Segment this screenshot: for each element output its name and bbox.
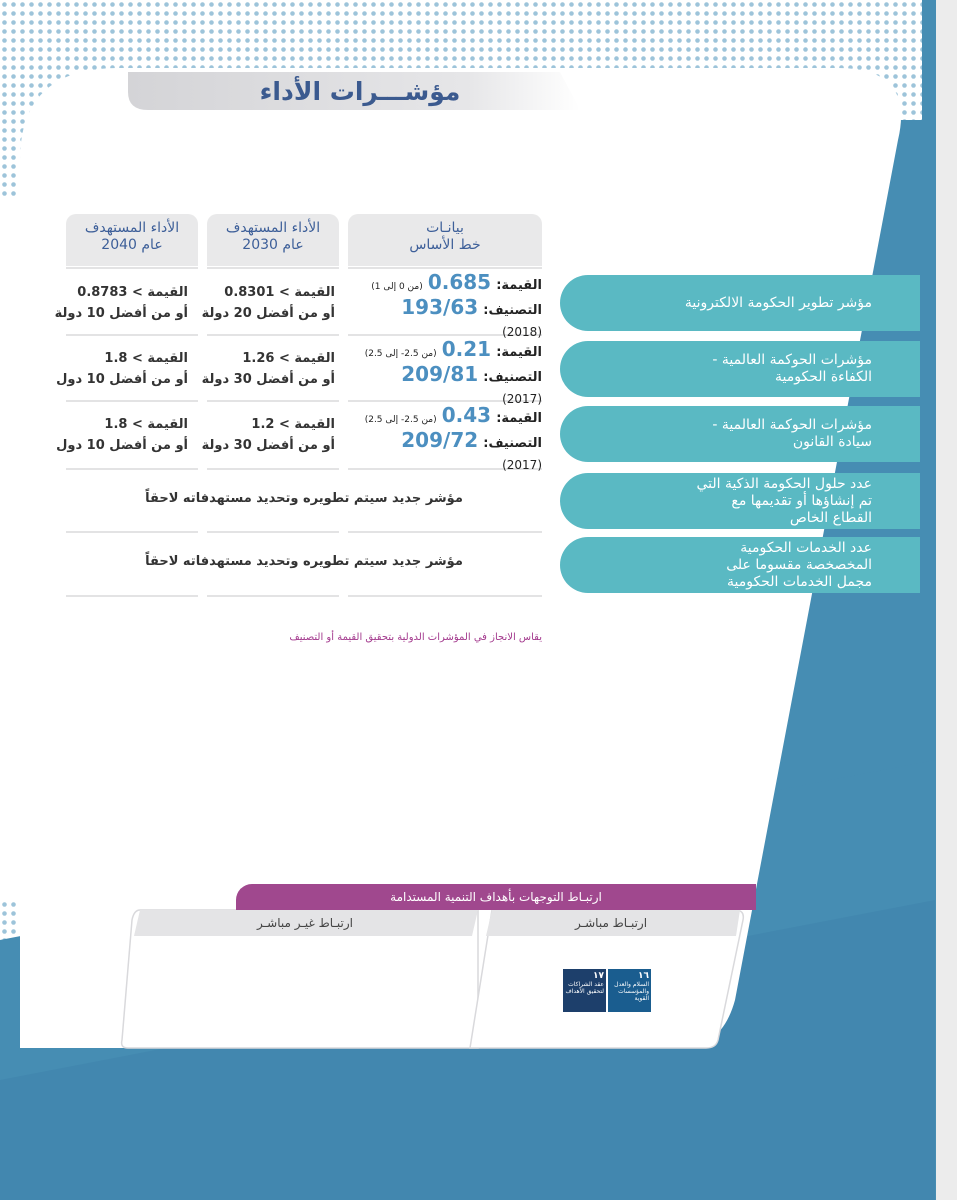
target-line: أو من أفضل 10 دولة [54, 306, 188, 321]
header-2030-line1: الأداء المستهدف [225, 220, 321, 236]
target-line: أو من أفضل 30 دولة [201, 372, 335, 387]
sdg-16-text: السلام والعدل والمؤسسات القوية [614, 981, 649, 1002]
target-2040-cell-3 [56, 414, 188, 456]
value-label: القيمة: [496, 278, 542, 293]
target-line: القيمة > 1.8 [104, 351, 188, 366]
target-2030-cell-2 [201, 348, 335, 390]
indicator-pill-1 [560, 275, 920, 331]
baseline-range: (من 2.5- إلى 2.5) [364, 415, 437, 425]
baseline-year: (2018) [502, 325, 542, 339]
separator [207, 400, 339, 402]
separator [66, 400, 198, 402]
baseline-year: (2017) [502, 458, 542, 472]
header-target-2040 [66, 214, 198, 266]
target-line: القيمة > 1.8 [104, 417, 188, 432]
separator [207, 468, 339, 470]
header-baseline-line1: بيانـات [426, 220, 464, 236]
direct-link-header: ارتبـاط مباشـر [574, 916, 648, 930]
baseline-rank: 209/72 [401, 428, 479, 452]
indicator-label: مؤشر تطوير الحكومة الالكترونية [684, 294, 872, 311]
new-indicator-text-1: مؤشر جديد سيتم تطويره وتحديد مستهدفاته لاحقاً [145, 491, 463, 506]
indicator-pill-2 [560, 341, 920, 397]
baseline-value: 0.43 [441, 403, 492, 427]
indicator-label: المخصخصة مقسوما على [726, 556, 872, 573]
header-baseline-line2: خط الأساس [409, 237, 481, 253]
target-2030-cell-3 [201, 414, 335, 456]
baseline-value: 0.21 [441, 337, 492, 361]
page-title: مؤشـــرات الأداء [259, 76, 461, 106]
footnote: يقاس الانجاز في المؤشرات الدولية بتحقيق القيمة أو التصنيف [289, 632, 542, 643]
separator [66, 267, 198, 269]
target-2030-cell-1 [201, 282, 335, 324]
indicator-label: الكفاءة الحكومية [775, 369, 872, 385]
separator [207, 595, 339, 597]
sdg-17-text: عقد الشراكات لتحقيق الأهداف [565, 981, 604, 995]
indicator-label: عدد حلول الحكومة الذكية التي [696, 475, 872, 492]
header-2040-line2: عام 2040 [101, 237, 163, 253]
rank-label: التصنيف: [483, 436, 542, 451]
target-line: أو من أفضل 10 دول [56, 372, 188, 387]
separator [66, 468, 198, 470]
sdg-16-number: ١٦ [638, 971, 649, 981]
header-2040-line1: الأداء المستهدف [84, 220, 180, 236]
target-2040-cell-2 [56, 348, 188, 390]
rank-label: التصنيف: [483, 370, 542, 385]
indicator-label: مؤشرات الحوكمة العالمية - [712, 417, 872, 433]
indirect-link-header: ارتبـاط غيـر مباشـر [257, 916, 353, 930]
sdg-17-icon [563, 969, 606, 1012]
sdg-17-number: ١٧ [593, 971, 604, 981]
target-line: القيمة > 0.8301 [224, 285, 335, 300]
header-target-2030 [207, 214, 339, 266]
target-line: أو من أفضل 30 دولة [201, 438, 335, 453]
sdg-16-icon [608, 969, 651, 1012]
indicator-label: مؤشرات الحوكمة العالمية - [712, 352, 872, 368]
indicator-pill-5 [560, 537, 920, 593]
sdg-section-title: ارتبـاط التوجهات بأهداف التنمية المستدامة [236, 884, 756, 910]
separator [66, 595, 198, 597]
baseline-cell-1 [348, 272, 542, 342]
baseline-rank: 209/81 [401, 362, 479, 386]
target-line: القيمة > 1.26 [242, 351, 335, 366]
separator [207, 334, 339, 336]
indicator-pill-4 [560, 473, 920, 529]
target-line: القيمة > 1.2 [251, 417, 335, 432]
indicator-pill-3 [560, 406, 920, 462]
baseline-cell-2 [348, 339, 542, 409]
baseline-rank: 193/63 [401, 295, 479, 319]
separator [207, 531, 339, 533]
baseline-year: (2017) [502, 392, 542, 406]
indicator-label: مجمل الخدمات الحكومية [726, 573, 872, 590]
separator [207, 267, 339, 269]
baseline-range: (من 0 إلى 1) [371, 282, 423, 292]
separator [348, 531, 542, 533]
new-indicator-text-2: مؤشر جديد سيتم تطويره وتحديد مستهدفاته لاحقاً [145, 554, 463, 569]
separator [348, 267, 542, 269]
indicator-label: عدد الخدمات الحكومية [740, 539, 872, 556]
header-baseline [348, 214, 542, 266]
baseline-range: (من 2.5- إلى 2.5) [364, 349, 437, 359]
baseline-value: 0.685 [427, 270, 492, 294]
value-label: القيمة: [496, 345, 542, 360]
target-2040-cell-1 [54, 282, 188, 324]
target-line: القيمة > 0.8783 [77, 285, 188, 300]
value-label: القيمة: [496, 411, 542, 426]
indicator-label: القطاع الخاص [789, 509, 872, 526]
indicator-label: تم إنشاؤها أو تقديمها مع [731, 492, 872, 509]
header-2030-line2: عام 2030 [242, 237, 304, 253]
separator [66, 334, 198, 336]
rank-label: التصنيف: [483, 303, 542, 318]
separator [348, 595, 542, 597]
baseline-cell-3 [348, 405, 542, 475]
target-line: أو من أفضل 10 دول [56, 438, 188, 453]
target-line: أو من أفضل 20 دولة [201, 306, 335, 321]
indicator-label: سيادة القانون [792, 434, 872, 450]
separator [66, 531, 198, 533]
